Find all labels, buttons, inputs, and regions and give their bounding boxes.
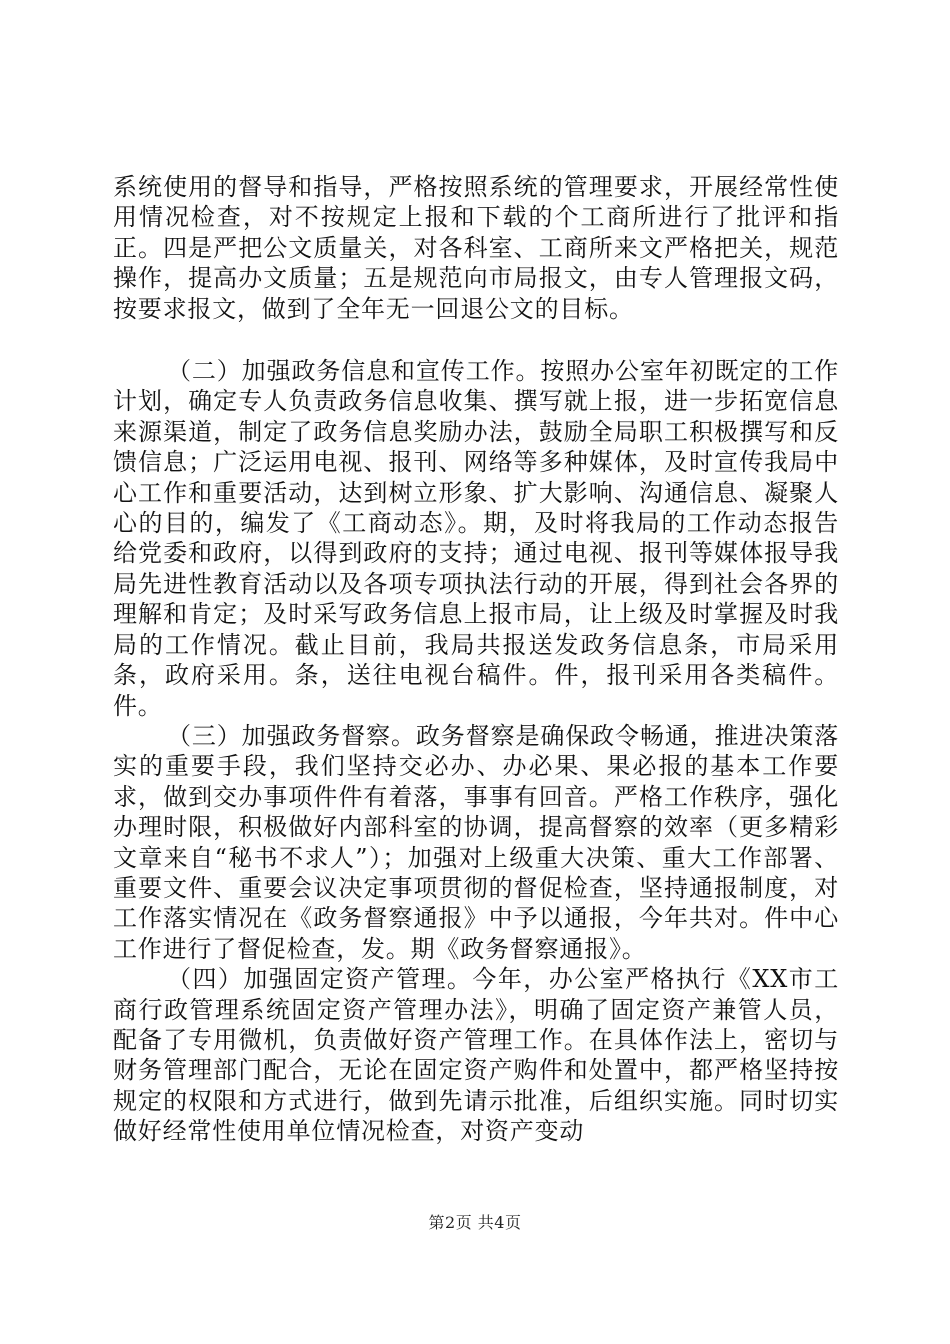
page-footer: 第2页 共4页 — [428, 1213, 522, 1232]
paragraph-section-4: （四）加强固定资产管理。今年，办公室严格执行《XX市工商行政管理系统固定资产管理办法》，明确了固定资产兼管人员，配备了专用微机，负责做好资产管理工作。在具体作法上，密切与财务管理部门配合，无论在固定资产购件和处置中，都严格坚持按规定的权限和方式进行，做到先请示批准，后组织实施。同时切实做好经常性使用单位情况检查，对资产变动 — [113, 965, 839, 1146]
document-body — [113, 172, 839, 1147]
paragraph-section-3: （三）加强政务督察。政务督察是确保政令畅通，推进决策落实的重要手段，我们坚持交必办、办必果、果必报的基本工作要求，做到交办事项件件有着落，事事有回音。严格工作秩序，强化办理时限，积极做好内部科室的协调，提高督察的效率（更多精彩文章来自“秘书不求人”）；加强对上级重大决策、重大工作部署、重要文件、重要会议决定事项贯彻的督促检查，坚持通报制度，对工作落实情况在《政务督察通报》中予以通报，今年共对。件中心工作进行了督促检查，发。期《政务督察通报》。 — [113, 721, 839, 963]
paragraph-spacer — [113, 324, 839, 356]
paragraph-continuation: 系统使用的督导和指导，严格按照系统的管理要求，开展经常性使用情况检查，对不按规定上报和下载的个工商所进行了批评和指正。四是严把公文质量关，对各科室、工商所来文严格把关，规范操作，提高办文质量；五是规范向市局报文，由专人管理报文码，按要求报文，做到了全年无一回退公文的目标。 — [113, 173, 839, 323]
paragraph-section-2: （二）加强政务信息和宣传工作。按照办公室年初既定的工作计划，确定专人负责政务信息收集、撰写就上报，进一步拓宽信息来源渠道，制定了政务信息奖励办法，鼓励全局职工积极撰写和反馈信息；广泛运用电视、报刊、网络等多种媒体，及时宣传我局中心工作和重要活动，达到树立形象、扩大影响、沟通信息、凝聚人心的目的，编发了《工商动态》。期，及时将我局的工作动态报告给党委和政府，以得到政府的支持；通过电视、报刊等媒体报导我局先进性教育活动以及各项专项执法行动的开展，得到社会各界的理解和肯定；及时采写政务信息上报市局，让上级及时掌握及时我局的工作情况。截止目前，我局共报送发政务信息条，市局采用条，政府采用。条，送往电视台稿件。件，报刊采用各类稿件。件。 — [113, 357, 839, 720]
